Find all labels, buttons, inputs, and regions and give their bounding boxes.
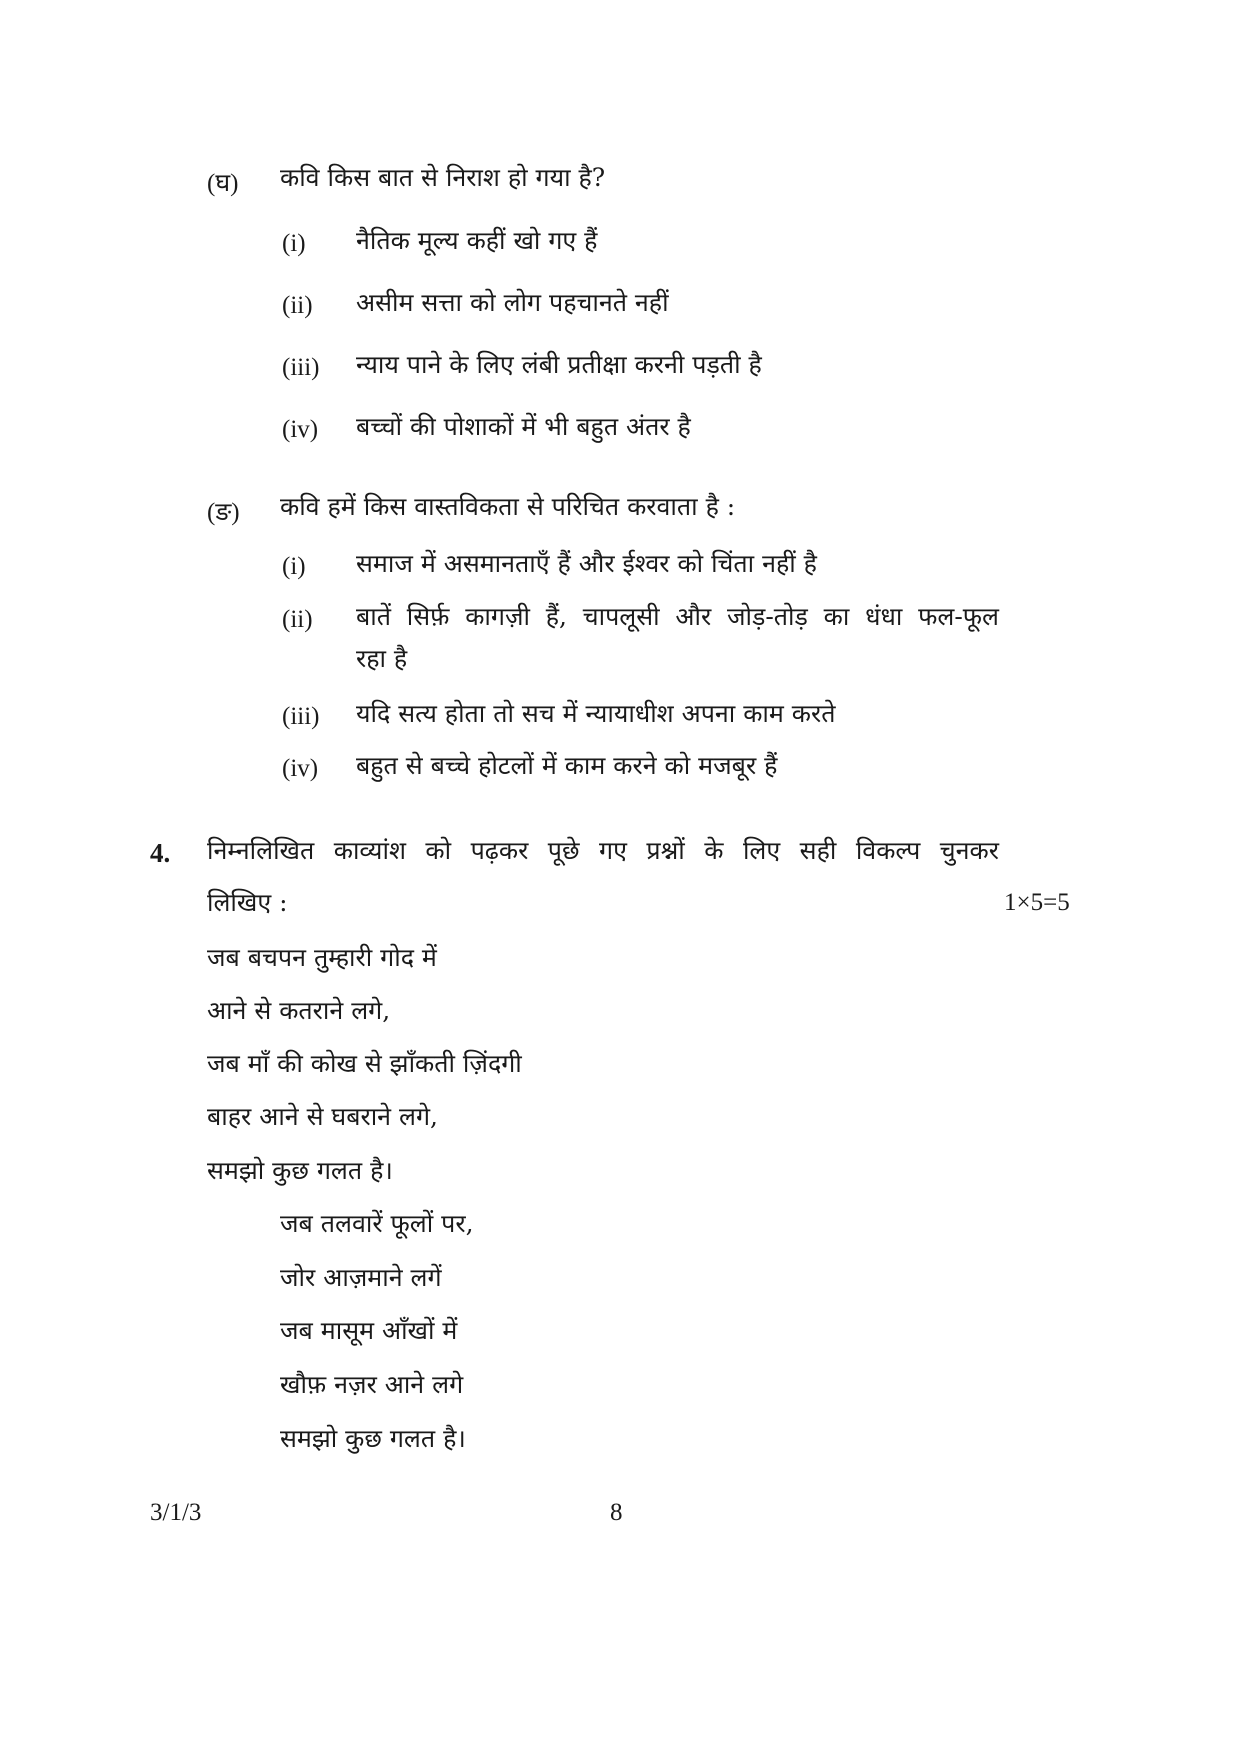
- marks-allocation: 1×5=5: [1004, 889, 1070, 916]
- option-label: (iii): [282, 703, 320, 730]
- subquestion-text-ng: कवि हमें किस वास्तविकता से परिचित करवाता है :: [280, 492, 736, 521]
- option-text: असीम सत्ता को लोग पहचानते नहीं: [356, 288, 669, 317]
- subquestion-label-gh: (घ): [207, 170, 239, 197]
- option-label: (iv): [282, 755, 319, 782]
- option-text: बातें सिर्फ़ कागज़ी हैं, चापलूसी और जोड़-तोड़ का धंधा फल-फूल: [356, 602, 999, 631]
- poem-line: समझो कुछ गलत है।: [280, 1424, 466, 1453]
- poem-line: जब तलवारें फूलों पर,: [280, 1209, 474, 1238]
- page-number: 8: [610, 1499, 623, 1526]
- poem-line: बाहर आने से घबराने लगे,: [207, 1102, 438, 1131]
- option-text: न्याय पाने के लिए लंबी प्रतीक्षा करनी पड़ती है: [356, 350, 762, 379]
- poem-line: आने से कतराने लगे,: [207, 996, 391, 1025]
- question-instruction-continued: लिखिए :: [207, 888, 288, 917]
- option-text-continued: रहा है: [356, 644, 408, 673]
- poem-line: खौफ़ नज़र आने लगे: [280, 1370, 464, 1399]
- option-text: बच्चों की पोशाकों में भी बहुत अंतर है: [356, 412, 691, 441]
- poem-line: जब मासूम आँखों में: [280, 1316, 458, 1345]
- option-text: समाज में असमानताएँ हैं और ईश्वर को चिंता नहीं है: [356, 549, 817, 578]
- option-text: नैतिक मूल्य कहीं खो गए हैं: [356, 226, 598, 255]
- option-text: यदि सत्य होता तो सच में न्यायाधीश अपना काम करते: [356, 699, 836, 728]
- option-label: (iv): [282, 416, 319, 443]
- paper-code: 3/1/3: [150, 1499, 202, 1526]
- option-label: (i): [282, 553, 306, 580]
- question-instruction: निम्नलिखित काव्यांश को पढ़कर पूछे गए प्रश्नों के लिए सही विकल्प चुनकर: [207, 836, 999, 865]
- option-label: (iii): [282, 354, 320, 381]
- poem-line: जब माँ की कोख से झाँकती ज़िंदगी: [207, 1049, 522, 1078]
- option-label: (ii): [282, 606, 313, 633]
- option-label: (ii): [282, 292, 313, 319]
- poem-line: जब बचपन तुम्हारी गोद में: [207, 943, 437, 972]
- subquestion-label-ng: (ङ): [207, 499, 240, 526]
- question-number: 4.: [150, 838, 171, 868]
- option-text: बहुत से बच्चे होटलों में काम करने को मजबूर हैं: [356, 751, 778, 780]
- subquestion-text-gh: कवि किस बात से निराश हो गया है?: [280, 163, 606, 192]
- poem-line: जोर आज़माने लगें: [280, 1263, 442, 1292]
- poem-line: समझो कुछ गलत है।: [207, 1156, 393, 1185]
- option-label: (i): [282, 230, 306, 257]
